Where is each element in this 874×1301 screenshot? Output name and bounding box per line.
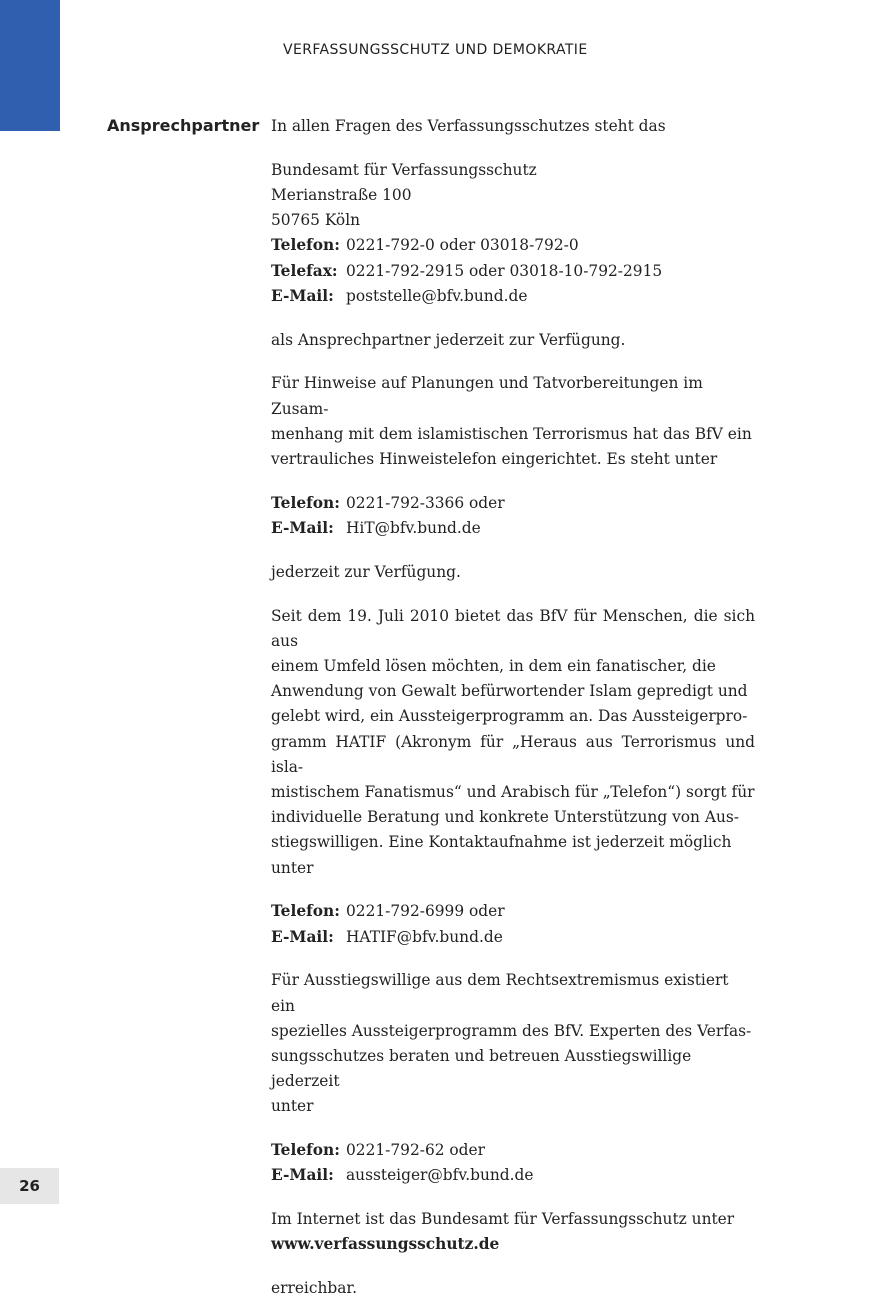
rechts-paragraph <box>271 968 755 1119</box>
hatif-contact-block <box>271 899 755 949</box>
email-value: HiT@bfv.bund.de <box>346 519 481 538</box>
contact-email-row <box>271 284 755 309</box>
contact-phone-row <box>271 233 755 258</box>
hatif-line: mistischem Fanatismus“ und Arabisch für „Telefon“) sorgt für <box>271 783 755 802</box>
hatif-line: einem Umfeld lösen möchten, in dem ein fanatischer, die <box>271 657 716 676</box>
page-number: 26 <box>0 1168 59 1204</box>
reach-paragraph: erreichbar. <box>271 1279 357 1298</box>
hatif-line: gelebt wird, ein Aussteigerprogramm an. Das Aussteigerpro- <box>271 707 748 726</box>
hatif-line: Seit dem 19. Juli 2010 bietet das BfV für Menschen, die sich aus <box>271 606 755 650</box>
hatif-line: unter <box>271 858 314 877</box>
contact-email-row <box>271 925 755 950</box>
contact-phone-row <box>271 1138 755 1163</box>
side-heading: Ansprechpartner <box>107 116 260 135</box>
phone-value: 0221-792-0 oder 03018-792-0 <box>346 236 579 255</box>
internet-paragraph <box>271 1207 755 1257</box>
hint-line: vertrauliches Hinweistelefon eingerichtet. Es steht unter <box>271 450 718 469</box>
contact-phone-row <box>271 899 755 924</box>
hint-contact-block <box>271 491 755 541</box>
running-header: VERFASSUNGSSCHUTZ UND DEMOKRATIE <box>283 42 588 58</box>
email-label: E-Mail: <box>271 927 334 946</box>
phone-label: Telefon: <box>271 493 340 512</box>
contact-email-row <box>271 1163 755 1188</box>
phone-value: 0221-792-62 oder <box>346 1141 486 1160</box>
contact-phone-row <box>271 491 755 516</box>
email-value: poststelle@bfv.bund.de <box>346 286 528 305</box>
internet-line: Im Internet ist das Bundesamt für Verfassungsschutz unter <box>271 1210 735 1229</box>
hatif-line: stiegswilligen. Eine Kontaktaufnahme ist jederzeit möglich <box>271 833 732 852</box>
phone-label: Telefon: <box>271 1141 340 1160</box>
rechts-line: Für Ausstiegswillige aus dem Rechtsextremismus existiert ein <box>271 971 729 1015</box>
phone-value: 0221-792-3366 oder <box>346 493 505 512</box>
address-street: Merianstraße 100 <box>271 186 412 204</box>
chapter-color-tab <box>0 0 60 131</box>
hatif-line: gramm HATIF (Akronym für „Heraus aus Terrorismus und isla- <box>271 732 755 776</box>
hatif-line: individuelle Beratung und konkrete Unterstützung von Aus- <box>271 808 739 827</box>
email-value: aussteiger@bfv.bund.de <box>346 1166 534 1185</box>
rechts-line: unter <box>271 1097 314 1116</box>
hint-line: menhang mit dem islamistischen Terrorismus hat das BfV ein <box>271 424 752 443</box>
rechts-contact-block <box>271 1138 755 1188</box>
address-org: Bundesamt für Verfassungsschutz <box>271 160 537 179</box>
email-label: E-Mail: <box>271 519 334 538</box>
hatif-paragraph <box>271 604 755 881</box>
phone-value: 0221-792-6999 oder <box>346 902 505 921</box>
rechts-line: spezielles Aussteigerprogramm des BfV. Experten des Verfas- <box>271 1021 752 1040</box>
address-city: 50765 Köln <box>271 211 361 230</box>
phone-label: Telefon: <box>271 902 340 921</box>
email-label: E-Mail: <box>271 286 334 305</box>
hint-paragraph <box>271 371 755 472</box>
website-link[interactable]: www.verfassungsschutz.de <box>271 1235 500 1254</box>
rechts-line: sungsschutzes beraten und betreuen Ausstiegswillige jederzeit <box>271 1047 692 1091</box>
hatif-line: Anwendung von Gewalt befürwortender Islam gepredigt und <box>271 682 748 701</box>
address-block <box>271 158 755 309</box>
contact-email-row <box>271 516 755 541</box>
email-label: E-Mail: <box>271 1166 334 1185</box>
email-value: HATIF@bfv.bund.de <box>346 927 503 946</box>
anytime-paragraph: jederzeit zur Verfügung. <box>271 562 461 581</box>
fax-value: 0221-792-2915 oder 03018-10-792-2915 <box>346 261 663 280</box>
contact-fax-row <box>271 259 755 284</box>
hint-line: Für Hinweise auf Planungen und Tatvorbereitungen im Zusam- <box>271 374 703 418</box>
available-paragraph: als Ansprechpartner jederzeit zur Verfügung. <box>271 330 626 349</box>
phone-label: Telefon: <box>271 236 340 255</box>
intro-paragraph: In allen Fragen des Verfassungsschutzes steht das <box>271 117 666 135</box>
fax-label: Telefax: <box>271 261 338 280</box>
main-text-column <box>271 114 755 1301</box>
